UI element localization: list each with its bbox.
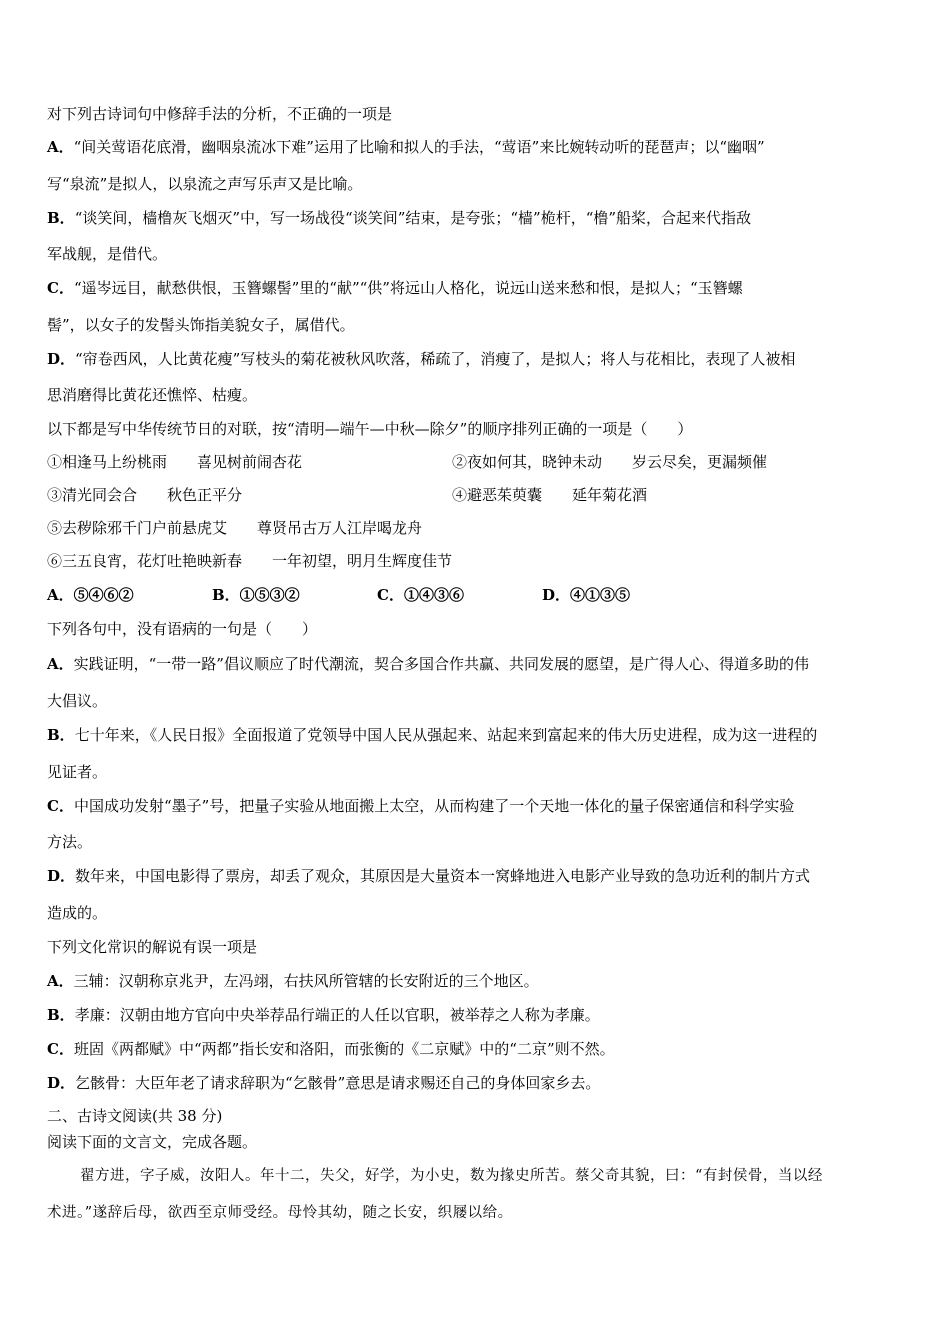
q2-choice-a: A．⑤④⑥② (47, 586, 134, 604)
option-letter: C． (47, 797, 74, 815)
q3-option-d (47, 866, 907, 886)
option-text: 七十年来，《人民日报》全面报道了党领导中国人民从强起来、站起来到富起来的伟大历史进程，成为这一进程的 (74, 726, 818, 744)
q2-choices (47, 585, 907, 605)
option-text: 中国成功发射“墨子”号，把量子实验从地面搬上太空，从而构建了一个天地一体化的量子保密通信和科学实验 (73, 797, 795, 815)
q1-option-c-cont: 髻”，以女子的发髻头饰指美貌女子，属借代。 (47, 316, 355, 334)
q3-stem: 下列各句中，没有语病的一句是（ ） (47, 620, 318, 638)
q1-stem: 对下列古诗词句中修辞手法的分析，不正确的一项是 (47, 105, 393, 123)
couplet-1: ①相逢马上纷桃雨 喜见树前闹杏花 (47, 453, 303, 471)
couplet-3: ③清光同会合 秋色正平分 (47, 486, 243, 504)
q4-option-d (47, 1073, 907, 1093)
q4-option-a (47, 971, 907, 991)
q3-option-a (47, 654, 907, 674)
couplet-2: ②夜如何其，晓钟未动 岁云尽矣，更漏频催 (452, 453, 768, 471)
option-text: “遥岑远目，献愁供恨，玉簪螺髻”里的“献”“供”将远山人格化，说远山送来愁和恨，是拟人；“玉簪螺 (73, 279, 743, 297)
passage-line: 术进。”遂辞后母，欲西至京师受经。母怜其幼，随之长安，织屦以给。 (47, 1205, 513, 1221)
q1-option-b-cont: 军战舰，是借代。 (47, 245, 168, 263)
q3-option-d-cont: 造成的。 (47, 904, 108, 922)
option-letter: B． (47, 726, 75, 744)
q2-choice-d: D．④①③⑤ (542, 586, 631, 604)
couplet-row (47, 452, 907, 472)
q1-option-b (47, 208, 907, 228)
option-letter: A． (47, 972, 74, 990)
option-letter: D． (47, 1074, 76, 1092)
option-text: “间关莺语花底滑，幽咽泉流冰下难”运用了比喻和拟人的手法，“莺语”来比婉转动听的琵琶声；以“幽咽” (73, 138, 765, 156)
option-text: 乞骸骨：大臣年老了请求辞职为“乞骸骨”意思是请求赐还自己的身体回家乡去。 (75, 1074, 601, 1092)
section-heading: 二、古诗文阅读(共 38 分) (47, 1107, 223, 1125)
option-letter: B． (47, 209, 75, 227)
option-text: 三辅：汉朝称京兆尹，左冯翊，右扶风所管辖的长安附近的三个地区。 (73, 972, 539, 990)
option-text: 数年来，中国电影得了票房，却丢了观众，其原因是大量资本一窝蜂地进入电影产业导致的急功近利的制片方式 (75, 867, 811, 885)
q1-option-a (47, 137, 907, 157)
option-text: 实践证明，“一带一路”倡议顺应了时代潮流，契合多国合作共赢、共同发展的愿望，是广得人心、得道多助的伟 (73, 655, 809, 673)
q1-option-d-cont: 思消磨得比黄花还憔悴、枯瘦。 (47, 386, 258, 404)
option-text: “谈笑间，樯橹灰飞烟灭”中，写一场战役“谈笑间”结束，是夸张；“樯”桅杆，“橹”船桨，合起来代指敌 (74, 209, 752, 227)
q1-option-d (47, 349, 907, 369)
q4-stem: 下列文化常识的解说有误一项是 (47, 938, 258, 956)
option-letter: D． (47, 867, 76, 885)
q3-option-c (47, 796, 907, 816)
section-instruction: 阅读下面的文言文，完成各题。 (47, 1133, 258, 1151)
q3-option-c-cont: 方法。 (47, 833, 93, 851)
option-letter: B． (47, 1006, 75, 1024)
q2-stem: 以下都是写中华传统节日的对联，按“清明—端午—中秋—除夕”的顺序排列正确的一项是（ ） (47, 420, 693, 438)
q1-option-a-cont: 写“泉流”是拟人，以泉流之声写乐声又是比喻。 (47, 175, 363, 193)
option-letter: C． (47, 279, 74, 297)
q3-option-b-cont: 见证者。 (47, 763, 108, 781)
q3-option-b (47, 725, 907, 745)
q3-option-a-cont: 大倡议。 (47, 692, 108, 710)
q2-choice-c: C．①④③⑥ (377, 586, 464, 604)
couplet-6: ⑥三五良宵，花灯吐艳映新春 一年初望，明月生辉度佳节 (47, 552, 453, 570)
option-text: 孝廉：汉朝由地方官向中央举荐品行端正的人任以官职，被举荐之人称为孝廉。 (74, 1006, 600, 1024)
passage-line: 翟方进，字子威，汝阳人。年十二，失父，好学，为小史，数为掾史所苦。蔡父奇其貌，曰：“有封侯骨，当以经 (80, 1168, 823, 1184)
option-letter: A． (47, 138, 74, 156)
couplet-row (47, 485, 907, 505)
option-text: “帘卷西风，人比黄花瘦”写枝头的菊花被秋风吹落，稀疏了，消瘦了，是拟人；将人与花相比，表现了人被相 (75, 350, 796, 368)
option-letter: A． (47, 655, 74, 673)
option-text: 班固《两都赋》中“两都”指长安和洛阳，而张衡的《二京赋》中的“二京”则不然。 (73, 1040, 615, 1058)
q2-choice-b: B．①⑤③② (212, 586, 300, 604)
couplet-4: ④避恶茱萸囊 延年菊花酒 (452, 486, 648, 504)
option-letter: C． (47, 1040, 74, 1058)
option-letter: D． (47, 350, 76, 368)
q4-option-c (47, 1039, 907, 1059)
couplet-5: ⑤去秽除邪千门户前悬虎艾 尊贤吊古万人江岸喝龙舟 (47, 519, 423, 537)
q4-option-b (47, 1005, 907, 1025)
q1-option-c (47, 278, 907, 298)
